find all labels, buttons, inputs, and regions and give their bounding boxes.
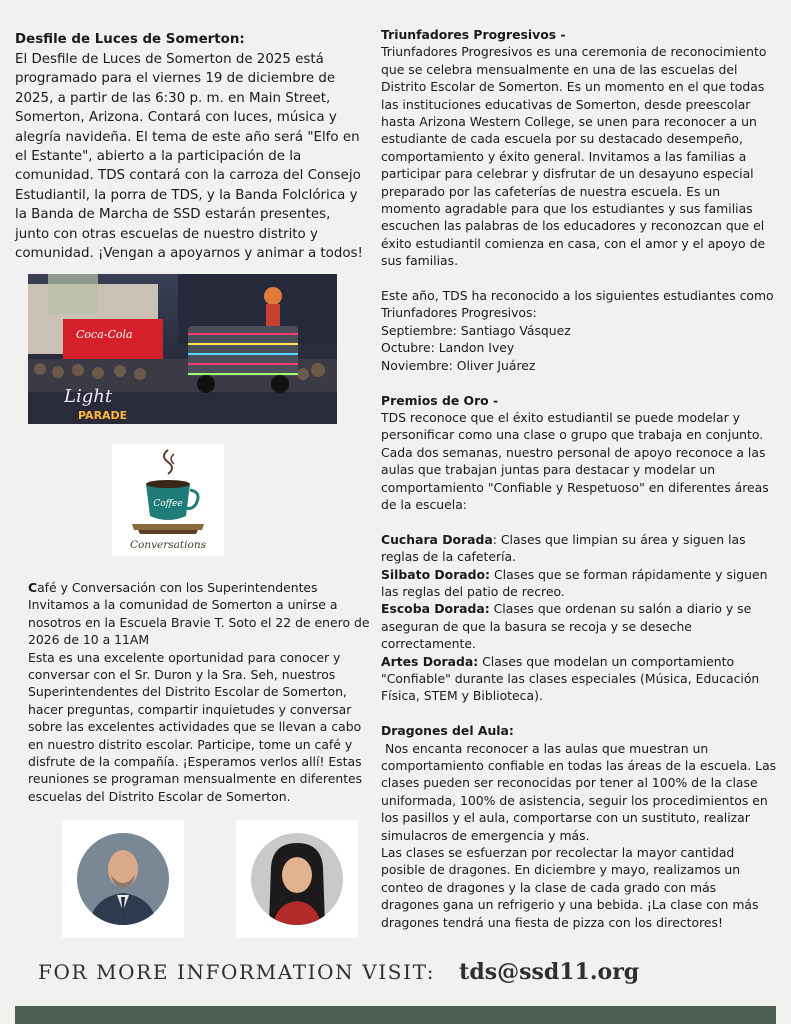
cafe-paragraph-2: Esta es una excelente oportunidad para conocer y conversar con el Sr. Duron y la Sra. Seh, nuestros Superintendentes del Distrito Escolar de Somerton, hacer preguntas, compartir inquietudes y conversar sobre las excelentes actividades que se llevan a cabo en nuestro distrito escolar. Participe, tome un café y disfrute de la compañía. ¡Esperamos verlos allí! Estas reuniones se programan mensualmente en diferentes escuelas del Distrito Escolar de Somerton. [28, 649, 363, 804]
parade-photo [28, 274, 337, 424]
photo-script-text: Light [64, 386, 113, 407]
premios-body: TDS reconoce que el éxito estudiantil se puede modelar y personificar como una clase o grupo que trabaja en conjunto. Cada dos semanas, nuestro personal de apoyo reconoce a las aulas que trabajan juntas para destacar y modelar un comportamiento "Confiable y Respetuoso" en diferentes áreas de la escuela: [381, 409, 769, 512]
triunfadores-month-2: Octubre: Landon Ivey [381, 340, 515, 356]
parade-title: Desfile de Luces de Somerton: [15, 32, 245, 47]
right-column [381, 26, 781, 931]
parade-photo-graphic [28, 274, 337, 424]
footer [38, 957, 778, 987]
woman-portrait-icon [251, 833, 343, 925]
logo-line1: Coffee [153, 499, 183, 509]
premios-title: Premios de Oro - [381, 392, 499, 408]
dragones-body: Nos encanta reconocer a las aulas que muestran un comportamiento confiable en todas las áreas de la escuela. Las clases pueden ser reconocidas por tener al 100% de la clase uniformada, 100% de asistencia, seguir los procedimientos en los pasillos y el aula, comportarse con un sustituto, realizar simulacros de emergencia y más. [381, 740, 781, 843]
coffee-conversations-logo [112, 444, 224, 556]
dragones-title: Dragones del Aula: [381, 723, 514, 739]
triunfadores-body: Triunfadores Progresivos es una ceremonia de reconocimiento que se celebra mensualmente en una de las escuelas del Distrito Escolar de Somerton. Es un momento en el que todas las instituciones educativas de Somerton, desde preescolar hasta Arizona Western College, se unen para reconocer a un estudiante de cada escuela por su destacado desempeño, comportamiento y éxito general. Invitamos a las familias a participar para celebrar y disfrutar de un desayuno especial preparado por las cafeterías de nuestra escuela. Es un momento agradable para que los estudiantes y sus familias escuchen las palabras de los educadores y reconozcan que el éxito estudiantil comienza en casa, con el amor y el apoyo de sus familias. [381, 44, 767, 269]
portrait-superintendent-1 [62, 820, 184, 938]
footer-email-link[interactable]: tds@ssd11.org [459, 959, 640, 985]
bottom-bar [15, 1006, 776, 1024]
coffee-cup-icon [112, 444, 224, 556]
truck-sign: Coca-Cola [76, 328, 133, 341]
logo-line2: Conversations [130, 539, 206, 551]
cafe-title [28, 579, 370, 596]
triunfadores-month-1: Septiembre: Santiago Vásquez [381, 322, 571, 338]
photo-caption: PARADE [78, 409, 128, 422]
triunfadores-title: Triunfadores Progresivos - [381, 27, 566, 42]
triunfadores-month-3: Noviembre: Oliver Juárez [381, 357, 536, 373]
award-silbato: Silbato Dorado: Clases que se forman rápidamente y siguen las reglas del patio de recreo. [381, 566, 768, 599]
cafe-paragraph-1: Invitamos a la comunidad de Somerton a unirse a nosotros en la Escuela Bravie T. Soto el 22 de enero de 2026 de 10 a 11AM [28, 597, 370, 648]
award-cuchara: Cuchara Dorada: Clases que limpian su área y siguen las reglas de la cafetería. [381, 531, 746, 565]
dragones-body-2: Las clases se esfuerzan por recolectar la mayor cantidad posible de dragones. En diciembre y mayo, realizamos un conteo de dragones y la clase de cada grado con más dragones gana un refrigerio y una bebida. ¡La clase con más dragones tendrá una fiesta de pizza con los directores! [381, 845, 759, 930]
footer-label: FOR MORE INFORMATION VISIT: [38, 960, 436, 984]
parade-body: El Desfile de Luces de Somerton de 2025 está programado para el viernes 19 de diciembre de 2025, a partir de las 6:30 p. m. en Main Street, Somerton, Arizona. Contará con luces, música y alegría navideña. El tema de este año será "Elfo en el Estante", abierto a la participación de la comunidad. TDS contará con la carroza del Consejo Estudiantil, la porra de TDS, y la Banda Folclórica y la Banda de Marcha de SSD estarán presentes, junto con otras escuelas de nuestro distrito y comunidad. ¡Vengan a apoyarnos y animar a todos! [15, 52, 363, 262]
cafe-section [28, 579, 370, 805]
man-portrait-icon [77, 833, 169, 925]
portrait-superintendent-2 [236, 820, 358, 938]
cafe-title-rest: afé y Conversación con los Superintendentes [37, 580, 318, 595]
triunfadores-intro: Este año, TDS ha reconocido a los siguientes estudiantes como Triunfadores Progresivos: [381, 288, 774, 321]
award-escoba: Escoba Dorada: Clases que ordenan su salón a diario y se aseguran de que la basura se recoja y se deseche correctamente. [381, 601, 752, 652]
award-artes: Artes Dorada: Clases que modelan un comportamiento "Confiable" durante las clases especiales (Música, Educación Física, STEM y Biblioteca). [381, 653, 760, 704]
parade-section [15, 26, 367, 263]
cafe-title-initial: C [28, 580, 38, 595]
